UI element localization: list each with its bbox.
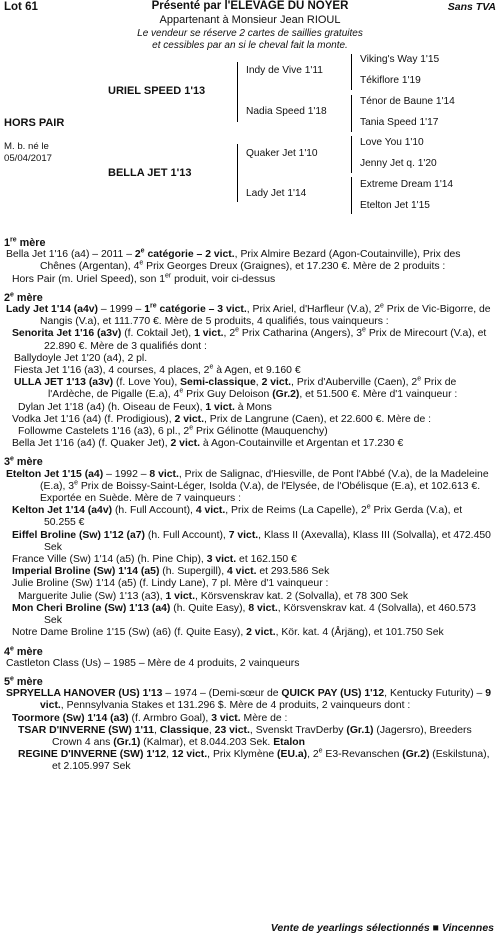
- produce-record: France Ville (Sw) 1'14 (a5) (h. Pine Chip), 3 vict. et 162.150 €: [12, 554, 297, 566]
- granddam-2: Lady Jet 1'14: [246, 188, 307, 199]
- produce-record: Fiesta Jet 1'16 (a3), 4 courses, 4 places, 2e à Agen, et 9.160 €: [14, 363, 301, 377]
- dam-record: Castleton Class (Us) – 1985 – Mère de 4 produits, 2 vainqueurs: [6, 657, 300, 669]
- produce-record: Notre Dame Broline 1'15 (Sw) (a6) (f. Quite Easy), 2 vict., Kör. kat. 4 (Årjäng), et 101.750 Sek: [12, 627, 444, 639]
- seller-note: [0, 28, 500, 52]
- dam: BELLA JET 1'13: [108, 167, 192, 179]
- produce-record: Kelton Jet 1'14 (a4v) (h. Full Account), 4 vict., Prix de Reims (La Capelle), 2e Prix Gerda (V.a), et 50.255 €: [12, 503, 463, 529]
- great-grandparent: Tékiflore 1'19: [360, 75, 421, 86]
- horse-birth-date: 05/04/2017: [4, 153, 53, 164]
- pedigree-bracket: [351, 95, 352, 132]
- lot-number: Lot 61: [4, 1, 38, 13]
- pedigree-bracket: [351, 136, 352, 173]
- produce-record: Dylan Jet 1'18 (a4) (h. Oiseau de Feux), 1 vict. à Mons: [18, 401, 272, 413]
- great-grandparent: Tania Speed 1'17: [360, 117, 439, 128]
- produce-record: Marguerite Julie (Sw) 1'13 (a3), 1 vict., Körsvenskrav kat. 2 (Solvalla), et 78 300 Sek: [18, 590, 409, 602]
- granddam-1: Nadia Speed 1'18: [246, 106, 327, 117]
- produce-record: Hors Pair (m. Uriel Speed), son 1er produit, voir ci-dessus: [12, 272, 276, 285]
- produce-record: Bella Jet 1'16 (a4) (f. Quaker Jet), 2 vict. à Agon-Coutainville et Argentan et 17.230 €: [12, 438, 404, 450]
- great-grandparent: Jenny Jet q. 1'20: [360, 158, 437, 169]
- great-grandparent: Love You 1'10: [360, 137, 424, 148]
- produce-record: Imperial Broline (Sw) 1'14 (a5) (h. Supergill), 4 vict. et 293.586 Sek: [12, 566, 330, 578]
- maternal-family: [4, 237, 496, 774]
- pedigree-bracket: [237, 62, 238, 122]
- dam-record: Etelton Jet 1'15 (a4) – 1992 – 8 vict., Prix de Salignac, d'Hiesville, de Pont l'Abbé (V.a), de la Madeleine (E.a), 3e Prix de Boissy-Saint-Léger, Isolda (V.a), de l'Elysée, de l'Obélisque (E.a), et 102.613 €. Exportée en Suède. Mère de 7 vainqueurs :: [6, 468, 489, 505]
- produce-record: Ballydoyle Jet 1'20 (a4), 2 pl.: [14, 352, 148, 364]
- presenter: Présenté par l'ELEVAGE DU NOYER: [151, 0, 349, 12]
- section-heading: 2e mère: [4, 291, 43, 304]
- produce-record: REGINE D'INVERNE (SW) 1'12, 12 vict., Prix Klymène (EU.a), 2e E3-Revanschen (Gr.2) (Eskilstuna), et 2.105.997 Sek: [18, 747, 490, 773]
- produce-record: ULLA JET 1'13 (a3v) (f. Love You), Semi-classique, 2 vict., Prix d'Auberville (Caen), 2e Prix de l'Ardèche, de Pigalle (E.a), 4e Prix Guy Deloison (Gr.2), et 51.500 €. Mère d'1 vainqueur :: [14, 375, 458, 401]
- owner: Appartenant à Monsieur Jean RIOUL: [159, 14, 341, 26]
- section-heading: 1re mère: [4, 236, 46, 249]
- pedigree-bracket: [351, 54, 352, 90]
- vat-status: Sans TVA: [447, 1, 496, 13]
- produce-record: Eiffel Broline (Sw) 1'12 (a7) (h. Full Account), 7 vict., Klass II (Axevalla), Klass III (Solvalla), et 472.450 Sek: [12, 529, 491, 553]
- produce-record: Senorita Jet 1'16 (a3v) (f. Coktail Jet), 1 vict., 2e Prix Catharina (Angers), 3e Prix de Mirecourt (V.a), et 22.890 €. Mère de 3 qualifiés dont :: [12, 326, 487, 352]
- dam-record: SPRYELLA HANOVER (US) 1'13 – 1974 – (Demi-sœur de QUICK PAY (US) 1'12, Kentucky Futurity) – 9 vict., Pennsylvania Stakes et 131.296 $. Mère de 4 produits, 2 vainqueurs dont :: [6, 688, 492, 712]
- produce-record: Followme Castelets 1'16 (a3), 6 pl., 2e Prix Gélinotte (Mauquenchy): [18, 424, 328, 438]
- great-grandparent: Etelton Jet 1'15: [360, 200, 430, 211]
- sire: URIEL SPEED 1'13: [108, 85, 206, 97]
- grandsire-2: Quaker Jet 1'10: [246, 148, 318, 159]
- pedigree-bracket: [237, 144, 238, 202]
- pedigree-bracket: [351, 177, 352, 214]
- produce-record: Julie Broline (Sw) 1'14 (a5) (f. Lindy Lane), 7 pl. Mère d'1 vainqueur :: [12, 578, 329, 590]
- horse-name: HORS PAIR: [4, 117, 65, 129]
- dam-record: Lady Jet 1'14 (a4v) – 1999 – 1re catégorie – 3 vict., Prix Ariel, d'Harfleur (V.a), 2e Prix de Vic-Bigorre, de Nangis (V.a), et 111.770 €. Mère de 5 produits, 4 qualifiés, tous vainqueurs :: [6, 302, 491, 328]
- produce-record: Mon Cheri Broline (Sw) 1'13 (a4) (h. Quite Easy), 8 vict., Körsvenskrav kat. 4 (Solvalla), et 460.573 Sek: [12, 602, 476, 627]
- great-grandparent: Extreme Dream 1'14: [360, 179, 454, 190]
- great-grandparent: Ténor de Baune 1'14: [360, 96, 455, 107]
- grandsire-1: Indy de Vive 1'11: [246, 65, 323, 76]
- section-heading: 5e mère: [4, 675, 43, 688]
- great-grandparent: Viking's Way 1'15: [360, 54, 440, 65]
- section-heading: 3e mère: [4, 455, 43, 469]
- horse-sex-color: M. b. né le: [4, 141, 49, 152]
- sale-footer: Vente de yearlings sélectionnés ■ Vincennes: [270, 922, 494, 934]
- seller-note-line: Le vendeur se réserve 2 cartes de saillies gratuites: [137, 28, 363, 39]
- seller-note-line: et cessibles par an si le cheval fait la monte.: [152, 40, 348, 51]
- dam-record: Bella Jet 1'16 (a4) – 2011 – 2e catégorie – 2 vict., Prix Almire Bezard (Agon-Coutainville), Prix des Chênes (Argentan), 4e Prix Georges Dreux (Graignes), et 17.230 €. Mère de 2 produits :: [6, 247, 461, 273]
- section-heading: 4e mère: [4, 644, 43, 658]
- produce-record: TSAR D'INVERNE (SW) 1'11, Classique, 23 vict., Svenskt TravDerby (Gr.1) (Jagersro), Breeders Crown 4 ans (Gr.1) (Kalmar), et 8.044.203 Sek. Etalon: [18, 724, 472, 748]
- produce-record: Toormore (Sw) 1'14 (a3) (f. Armbro Goal), 3 vict. Mère de :: [12, 712, 288, 724]
- produce-record: Vodka Jet 1'16 (a4) (f. Prodigious), 2 vict., Prix de Langrune (Caen), et 22.600 €. Mère de :: [12, 413, 432, 425]
